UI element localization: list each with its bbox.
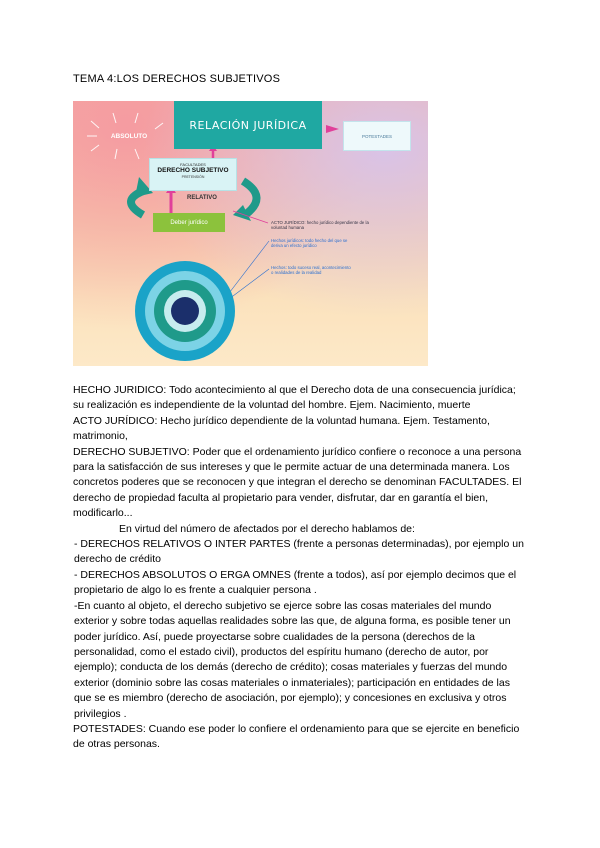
potestades-box: POTESTADES — [343, 121, 411, 151]
hecho-juridico-paragraph: HECHO JURIDICO: Todo acontecimiento al que el Derecho dota de una consecuencia jurídica; su realización es independiente de la voluntad del hombre. Ejem. Nacimiento, muerte — [73, 384, 516, 412]
relacion-juridica-box: RELACIÓN JURÍDICA — [174, 101, 322, 149]
afectados-paragraph: En virtud del número de afectados por el derecho hablamos de: — [119, 522, 415, 535]
pretension-label: PRETENSIÓN — [181, 174, 205, 179]
facultades-label: FACULTADES — [180, 162, 206, 167]
derecho-subjetivo-label: DERECHO SUBJETIVO — [157, 167, 229, 174]
body-text — [73, 383, 528, 753]
deber-juridico-box: Deber jurídico — [153, 213, 225, 232]
page-title: TEMA 4:LOS DERECHOS SUBJETIVOS — [73, 73, 281, 85]
potestades-paragraph: POTESTADES: Cuando ese poder lo confiere el ordenamiento para que se ejercite en beneficio de otras personas. — [73, 722, 520, 751]
hechos-juridicos-note: Hechos jurídicos: todo hecho del que se deriva un efecto jurídico — [271, 238, 348, 249]
objeto-paragraph: -En cuanto al objeto, el derecho subjetivo se ejerce sobre las cosas materiales del mundo exterior y sobre todas aquellas realidades sobre las que, de alguna forma, es posible tener un poder jurídico. Así, puede proyectarse sobre cualidades de la persona (derechos de la personalidad, como el estado civil), productos del espíritu humano (derecho de autor, por ejemplo); conducta de los demás (derecho de crédito); cosas materiales y fuerzas del mundo exterior (dominio sobre las cosas materiales o inmateriales); participación en entidades de las que se es miembro (derecho de asociación, por ejemplo); y concesiones en exclusiva y otros privilegios . — [74, 599, 511, 720]
rights-diagram — [73, 101, 428, 366]
acto-juridico-note: ACTO JURÍDICO: hecho jurídico dependiente de la voluntad humana — [271, 220, 369, 231]
relativo-label: RELATIVO — [187, 195, 217, 201]
hechos-note: Hechos: todo suceso real, acontecimiento o realidades de la realidad — [271, 265, 351, 276]
absoluto-label: ABSOLUTO — [110, 132, 148, 140]
inner-circle — [171, 297, 199, 325]
derechos-absolutos-paragraph: - DERECHOS ABSOLUTOS O ERGA OMNES (frente a todos), así por ejemplo decimos que el propietario de algo lo es frente a cualquier persona . — [74, 568, 517, 597]
derechos-relativos-paragraph: - DERECHOS RELATIVOS O INTER PARTES (frente a personas determinadas), por ejemplo un derecho de crédito — [74, 538, 524, 566]
derecho-subjetivo-paragraph: DERECHO SUBJETIVO: Poder que el ordenamiento jurídico confiere o reconoce a una persona para la satisfacción de sus intereses y que le permite actuar de una determinada manera. Los concretos poderes que se reconocen y que integran el derecho se denominan FACULTADES. El derecho de propiedad faculta al propietario para vender, disfrutar, dar en garantía el bien, modificarlo... — [73, 445, 522, 520]
acto-juridico-paragraph: ACTO JURÍDICO: Hecho jurídico dependiente de la voluntad humana. Ejem. Testamento, matrimonio, — [73, 414, 490, 443]
derecho-subjetivo-box — [149, 158, 237, 191]
